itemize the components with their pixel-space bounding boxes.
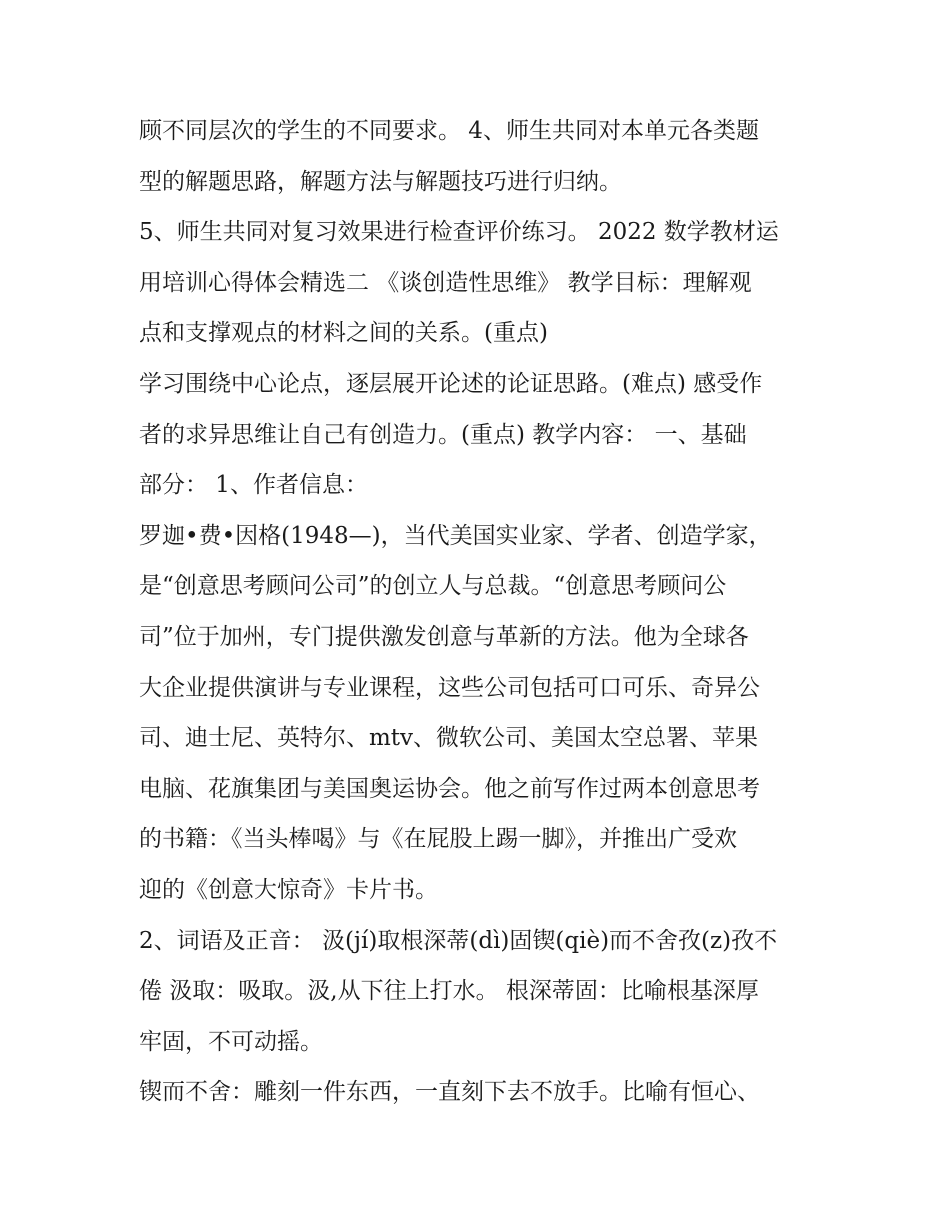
text-line: 学习围绕中心论点，逐层展开论述的论证思路。(难点) 感受作	[139, 370, 763, 397]
text-line: 倦 汲取：吸取。汲,从下往上打水。 根深蒂固：比喻根基深厚	[139, 978, 759, 1005]
document-body	[139, 106, 811, 1118]
text-line: 司、迪士尼、英特尔、mtv、微软公司、美国太空总署、苹果	[139, 725, 759, 752]
text-line: 者的求异思维让自己有创造力。(重点) 教学内容： 一、基础	[139, 421, 747, 448]
text-line: 点和支撑观点的材料之间的关系。(重点)	[139, 320, 548, 347]
text-line: 的书籍：《当头棒喝》与《在屁股上踢一脚》，并推出广受欢	[139, 826, 737, 853]
text-line: 型的解题思路，解题方法与解题技巧进行归纳。	[139, 168, 622, 195]
text-line: 牢固，不可动摇。	[139, 1028, 323, 1055]
text-line: 锲而不舍：雕刻一件东西，一直刻下去不放手。比喻有恒心、	[139, 1079, 760, 1106]
text-line: 是“创意思考顾问公司”的创立人与总裁。“创意思考顾问公	[139, 573, 727, 600]
text-line: 司”位于加州，专门提供激发创意与革新的方法。他为全球各	[139, 623, 749, 650]
text-line: 5、师生共同对复习效果进行检查评价练习。 2022 数学教材运	[139, 219, 779, 246]
text-line: 电脑、花旗集团与美国奥运协会。他之前写作过两本创意思考	[139, 775, 760, 802]
text-line: 罗迦•费•因格(1948—)，当代美国实业家、学者、创造学家，	[139, 522, 772, 549]
text-line: 迎的《创意大惊奇》卡片书。	[139, 876, 438, 903]
text-line: 顾不同层次的学生的不同要求。 4、师生共同对本单元各类题	[139, 118, 759, 144]
paragraph	[139, 106, 811, 1118]
text-line: 2、词语及正音： 汲(jí)取根深蒂(dì)固锲(qiè)而不舍孜(z)孜不	[139, 927, 778, 954]
text-line: 用培训心得体会精选二 《谈创造性思维》 教学目标：理解观	[139, 269, 752, 296]
text-line: 部分： 1、作者信息：	[139, 472, 368, 499]
text-line: 大企业提供演讲与专业课程，这些公司包括可口可乐、奇异公	[139, 674, 760, 701]
